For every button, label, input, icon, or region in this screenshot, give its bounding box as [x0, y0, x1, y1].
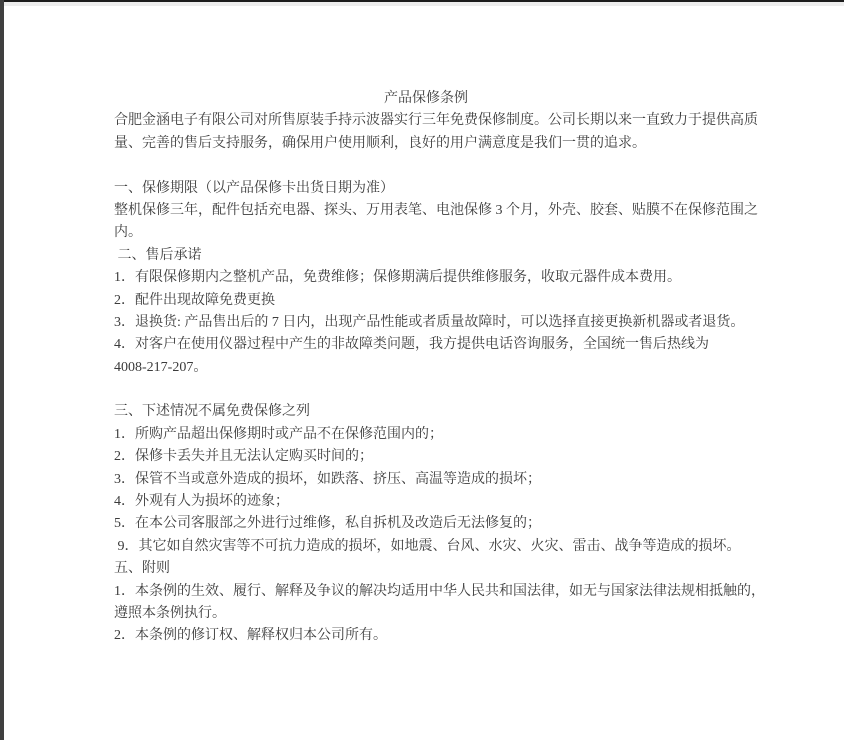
doc-line-section-5-heading: 五、附则: [114, 561, 170, 577]
doc-line: 遵照本条例执行。: [114, 605, 226, 621]
doc-line: 2．配件出现故障免费更换: [114, 292, 275, 308]
doc-line: 合肥金涵电子有限公司对所售原装手持示波器实行三年免费保修制度。公司长期以来一直致力于提供高质: [114, 113, 758, 129]
doc-line: 1．所购产品超出保修期时或产品不在保修范围内的；: [114, 426, 443, 442]
doc-line: 1．有限保修期内之整机产品，免费维修；保修期满后提供维修服务，收取元器件成本费用。: [114, 270, 681, 286]
doc-line-phone-number: 4008-217-207。: [114, 359, 208, 375]
doc-line: 量、完善的售后支持服务，确保用户使用顺利，良好的用户满意度是我们一贯的追求。: [114, 135, 646, 151]
doc-line: 5．在本公司客服部之外进行过维修，私自拆机及改造后无法修复的；: [114, 516, 541, 532]
doc-line-section-2-heading: 二、售后承诺: [114, 247, 202, 263]
window-top-band: [0, 2, 844, 6]
doc-line: 内。: [114, 225, 142, 241]
doc-line: 4．外观有人为损坏的迹象；: [114, 494, 289, 510]
doc-line-blank: [114, 379, 738, 401]
document-title: 产品保修条例: [384, 91, 468, 106]
doc-line-section-1-heading: 一、保修期限（以产品保修卡出货日期为准）: [114, 180, 394, 196]
doc-line-blank: [114, 155, 738, 177]
doc-line: 4．对客户在使用仪器过程中产生的非故障类问题，我方提供电话咨询服务，全国统一售后热线为: [114, 337, 709, 353]
doc-line: 1．本条例的生效、履行、解释及争议的解决均适用中华人民共和国法律，如无与国家法律法规相抵触的，: [114, 583, 765, 599]
doc-line: 整机保修三年，配件包括充电器、探头、万用表笔、电池保修 3 个月，外壳、胶套、贴膜不在保修范围之: [114, 202, 758, 218]
doc-line: 9．其它如自然灾害等不可抗力造成的损坏，如地震、台风、水灾、火灾、雷击、战争等造成的损坏。: [114, 538, 741, 554]
doc-line: 3．保管不当或意外造成的损坏，如跌落、挤压、高温等造成的损坏；: [114, 471, 541, 487]
doc-line: 3．退换货: 产品售出后的 7 日内，出现产品性能或者质量故障时，可以选择直接更换新机器或者退货。: [114, 314, 745, 330]
doc-line-section-3-heading: 三、下述情况不属免费保修之列: [114, 404, 310, 420]
doc-line: 2．本条例的修订权、解释权归本公司所有。: [114, 628, 387, 644]
window-left-edge: [0, 0, 4, 740]
document-body: [114, 88, 765, 648]
doc-line: 2．保修卡丢失并且无法认定购买时间的；: [114, 449, 373, 465]
